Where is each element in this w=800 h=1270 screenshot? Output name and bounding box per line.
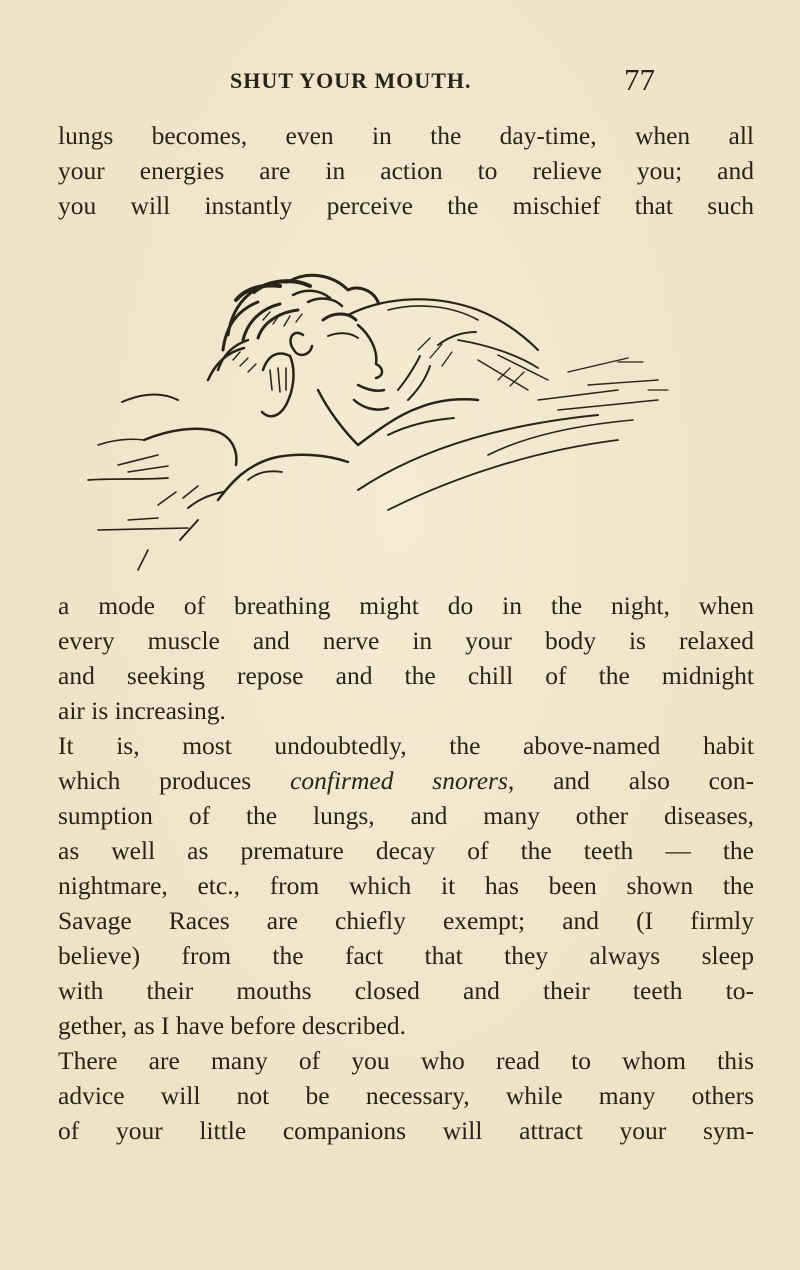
paragraph-middle [58, 588, 754, 728]
paragraph-habit [58, 728, 754, 1043]
text-line: It is, most undoubtedly, the above-named habit [58, 731, 754, 760]
text-line: a mode of breathing might do in the night, when [58, 591, 754, 620]
text-line: believe) from the fact that they always sleep [58, 941, 754, 970]
page-number: 77 [624, 62, 655, 97]
text-line: sumption of the lungs, and many other diseases, [58, 801, 754, 830]
paragraph-bottom [58, 1043, 754, 1148]
running-head [0, 62, 800, 102]
text-line-with-emphasis [58, 763, 754, 798]
emphasis-term: confirmed snorers [290, 766, 508, 795]
text-line: There are many of you who read to whom this [58, 1046, 754, 1075]
text-line: of your little companions will attract your sym- [58, 1116, 754, 1145]
text-line: Savage Races are chiefly exempt; and (I firmly [58, 906, 754, 935]
sleeping-head-illustration [58, 240, 698, 585]
text-line: nightmare, etc., from which it has been shown the [58, 871, 754, 900]
text-line: you will instantly perceive the mischief that such [58, 191, 754, 220]
text-line: lungs becomes, even in the day-time, when all [58, 121, 754, 150]
text-line: your energies are in action to relieve you; and [58, 156, 754, 185]
text-line: air is increasing. [58, 696, 226, 725]
text-run: which produces [58, 766, 291, 795]
running-title: SHUT YOUR MOUTH. [230, 68, 472, 93]
text-line: and seeking repose and the chill of the midnight [58, 661, 754, 690]
text-line: with their mouths closed and their teeth to- [58, 976, 754, 1005]
text-line: as well as premature decay of the teeth — the [58, 836, 754, 865]
text-line: gether, as I have before described. [58, 1011, 407, 1040]
text-line: advice will not be necessary, while many others [58, 1081, 754, 1110]
text-line: every muscle and nerve in your body is relaxed [58, 626, 754, 655]
text-run: , and also con- [507, 766, 754, 795]
paragraph-top [58, 118, 754, 223]
